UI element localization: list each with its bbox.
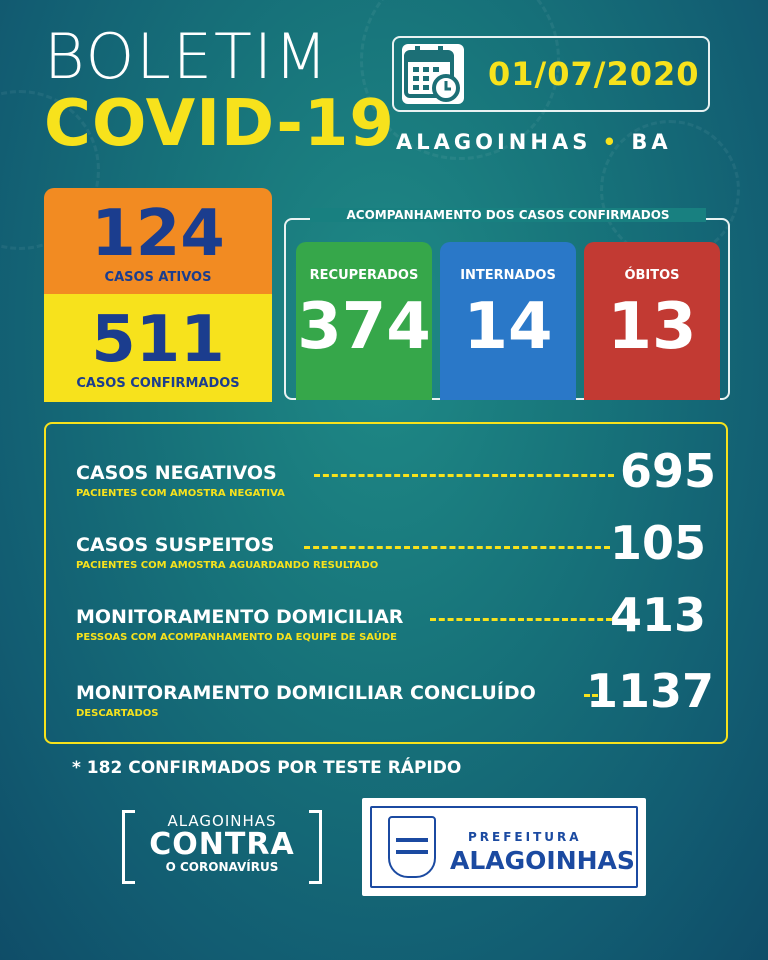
- list-item-sub: PESSOAS COM ACOMPANHAMENTO DA EQUIPE DE SAÚDE: [76, 632, 397, 643]
- list-item-value: 105: [609, 516, 706, 570]
- campaign-line1: ALAGOINHAS: [167, 812, 277, 830]
- confirmed-cases-label: CASOS CONFIRMADOS: [76, 376, 240, 391]
- separator-dot: •: [602, 130, 621, 154]
- campaign-logo: [122, 810, 322, 884]
- list-item-label: CASOS NEGATIVOS: [76, 462, 277, 484]
- hospitalized-card: [440, 242, 576, 400]
- date-box: [392, 36, 710, 112]
- confirmed-cases-box: [44, 294, 272, 402]
- deaths-label: ÓBITOS: [624, 268, 680, 283]
- calendar-icon: [402, 44, 464, 104]
- list-item-label: CASOS SUSPEITOS: [76, 534, 275, 556]
- prefeitura-frame: [370, 806, 638, 888]
- prefeitura-logo: [362, 798, 646, 896]
- active-cases-box: [44, 188, 272, 294]
- confirmed-cases-value: 511: [91, 303, 225, 377]
- list-item-value: 1137: [585, 664, 714, 718]
- title-covid: COVID-19: [44, 87, 395, 161]
- list-item: [76, 588, 706, 643]
- deaths-card: [584, 242, 720, 400]
- recovered-card: [296, 242, 432, 400]
- dotted-leader: [304, 546, 610, 549]
- prefeitura-label: PREFEITURA: [468, 830, 582, 844]
- hospitalized-label: INTERNADOS: [460, 268, 556, 283]
- rapid-test-note: * 182 CONFIRMADOS POR TESTE RÁPIDO: [72, 758, 462, 778]
- list-item-label: MONITORAMENTO DOMICILIAR: [76, 606, 404, 628]
- crest-band: [396, 850, 428, 854]
- recovered-label: RECUPERADOS: [309, 268, 419, 283]
- list-item-sub: PACIENTES COM AMOSTRA NEGATIVA: [76, 488, 285, 499]
- city-state: [396, 130, 712, 154]
- city-name: ALAGOINHAS: [396, 130, 592, 154]
- bulletin-date: 01/07/2020: [488, 55, 700, 93]
- recovered-value: 374: [297, 290, 431, 364]
- dotted-leader: [430, 618, 612, 621]
- deaths-value: 13: [607, 290, 697, 364]
- tracking-title: ACOMPANHAMENTO DOS CASOS CONFIRMADOS: [310, 208, 706, 222]
- dotted-leader: [314, 474, 614, 477]
- state-name: BA: [631, 130, 672, 154]
- list-item-label: MONITORAMENTO DOMICILIAR CONCLUÍDO: [76, 682, 536, 704]
- campaign-line3: O CORONAVÍRUS: [165, 860, 279, 874]
- title-boletim: BOLETIM: [44, 20, 330, 93]
- crest-band: [396, 838, 428, 842]
- municipal-crest-icon: [388, 816, 436, 878]
- hospitalized-value: 14: [463, 290, 553, 364]
- active-cases-value: 124: [91, 197, 225, 271]
- list-item: [76, 664, 714, 719]
- active-cases-label: CASOS ATIVOS: [104, 270, 212, 285]
- list-item-sub: DESCARTADOS: [76, 708, 159, 719]
- campaign-line2: CONTRA: [149, 827, 295, 862]
- list-item-sub: PACIENTES COM AMOSTRA AGUARDANDO RESULTADO: [76, 560, 379, 571]
- prefeitura-city: ALAGOINHAS: [450, 846, 635, 875]
- list-item-value: 695: [619, 444, 716, 498]
- list-item: [76, 516, 706, 571]
- list-item-value: 413: [609, 588, 706, 642]
- list-item: [76, 444, 716, 499]
